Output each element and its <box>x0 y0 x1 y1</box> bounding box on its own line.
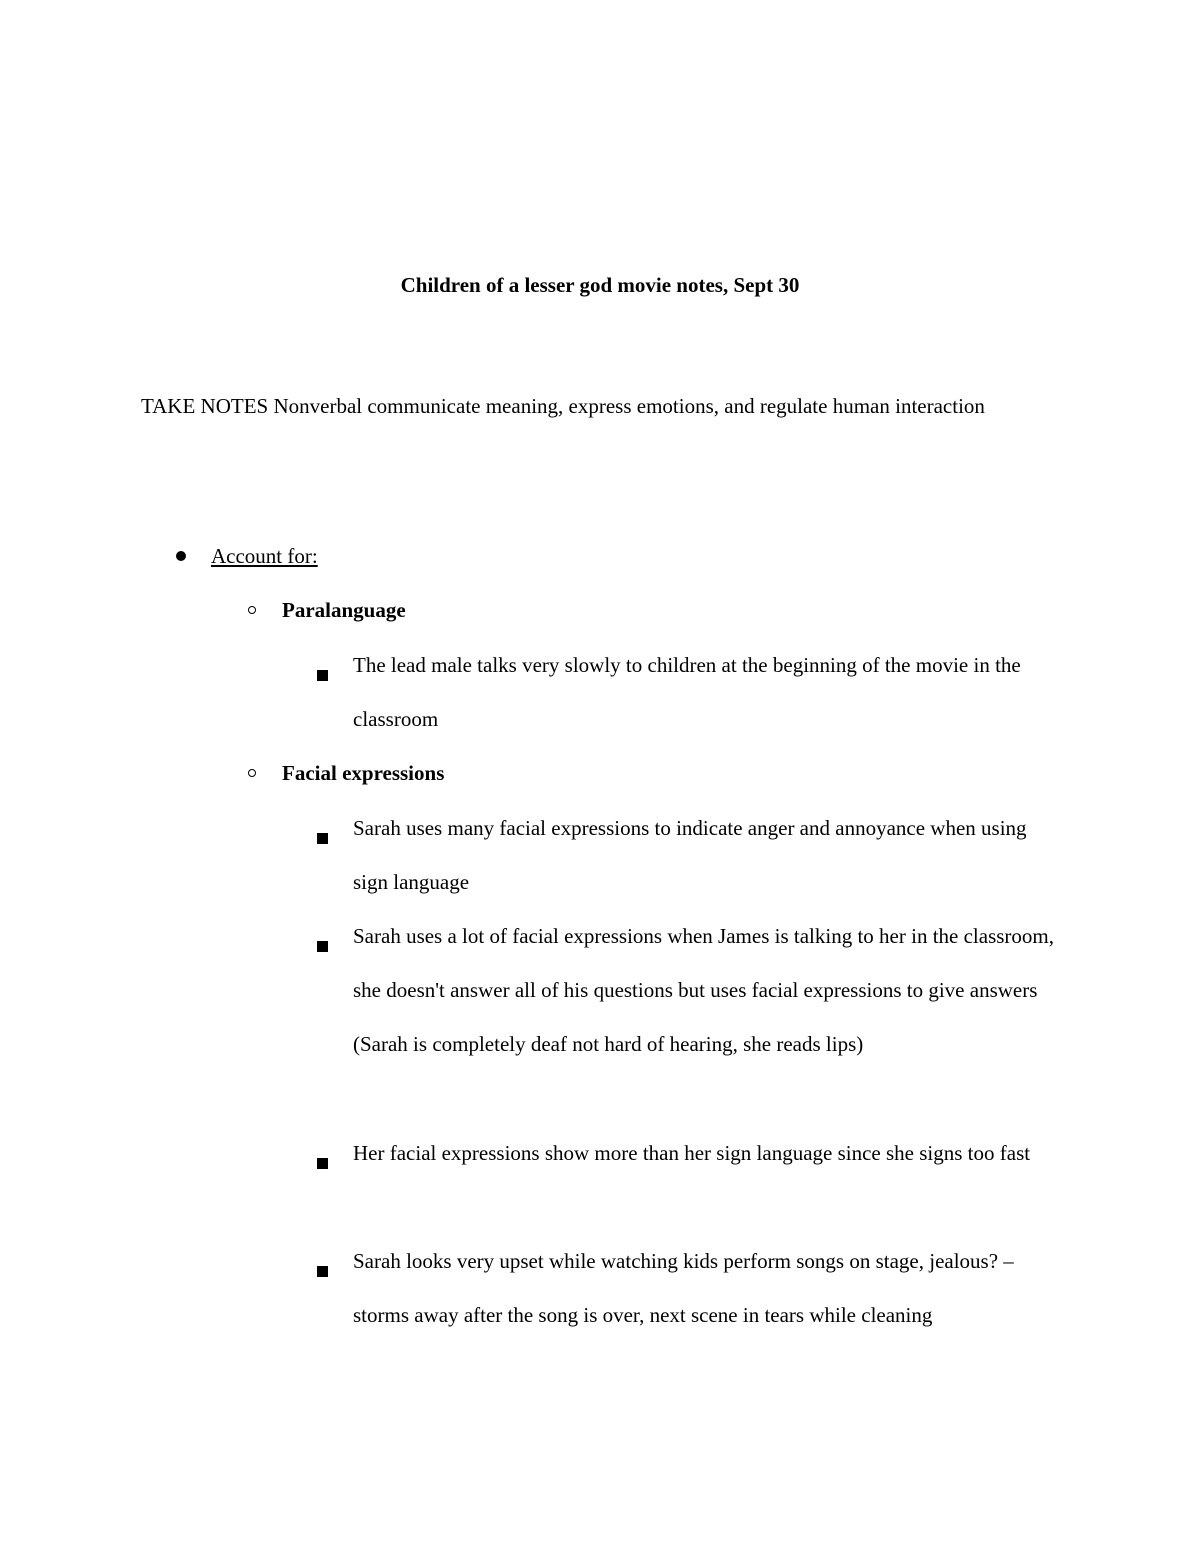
filled-circle-bullet-icon <box>176 551 186 561</box>
document-title: Children of a lesser god movie notes, Sept 30 <box>400 273 800 297</box>
list-item-text: Sarah uses a lot of facial expressions when James is talking to her in the classroom, she doesn't answer all of his questions but uses facial expressions to give answers (Sarah is completely deaf not hard of hearing, she reads lips) <box>353 924 1054 1056</box>
list-item-text: Sarah looks very upset while watching kids perform songs on stage, jealous? – storms away after the song is over, next scene in tears while cleaning <box>353 1249 1014 1327</box>
square-bullet-icon <box>317 833 328 844</box>
subsection-heading: Paralanguage <box>282 598 406 622</box>
section-label: Account for: <box>211 544 318 568</box>
list-item-text: Her facial expressions show more than her sign language since she signs too fast <box>353 1141 1031 1165</box>
hollow-circle-bullet-icon <box>248 769 256 777</box>
list-item-text: Sarah uses many facial expressions to indicate anger and annoyance when using sign language <box>353 816 1027 894</box>
subsection-heading: Facial expressions <box>282 761 445 785</box>
list-item-text: The lead male talks very slowly to children at the beginning of the movie in the classroom <box>353 653 1021 731</box>
hollow-circle-bullet-icon <box>248 606 256 614</box>
square-bullet-icon <box>317 941 328 952</box>
square-bullet-icon <box>317 1158 328 1169</box>
intro-paragraph: TAKE NOTES Nonverbal communicate meaning, express emotions, and regulate human interaction <box>141 394 985 418</box>
square-bullet-icon <box>317 1266 328 1277</box>
square-bullet-icon <box>317 670 328 681</box>
